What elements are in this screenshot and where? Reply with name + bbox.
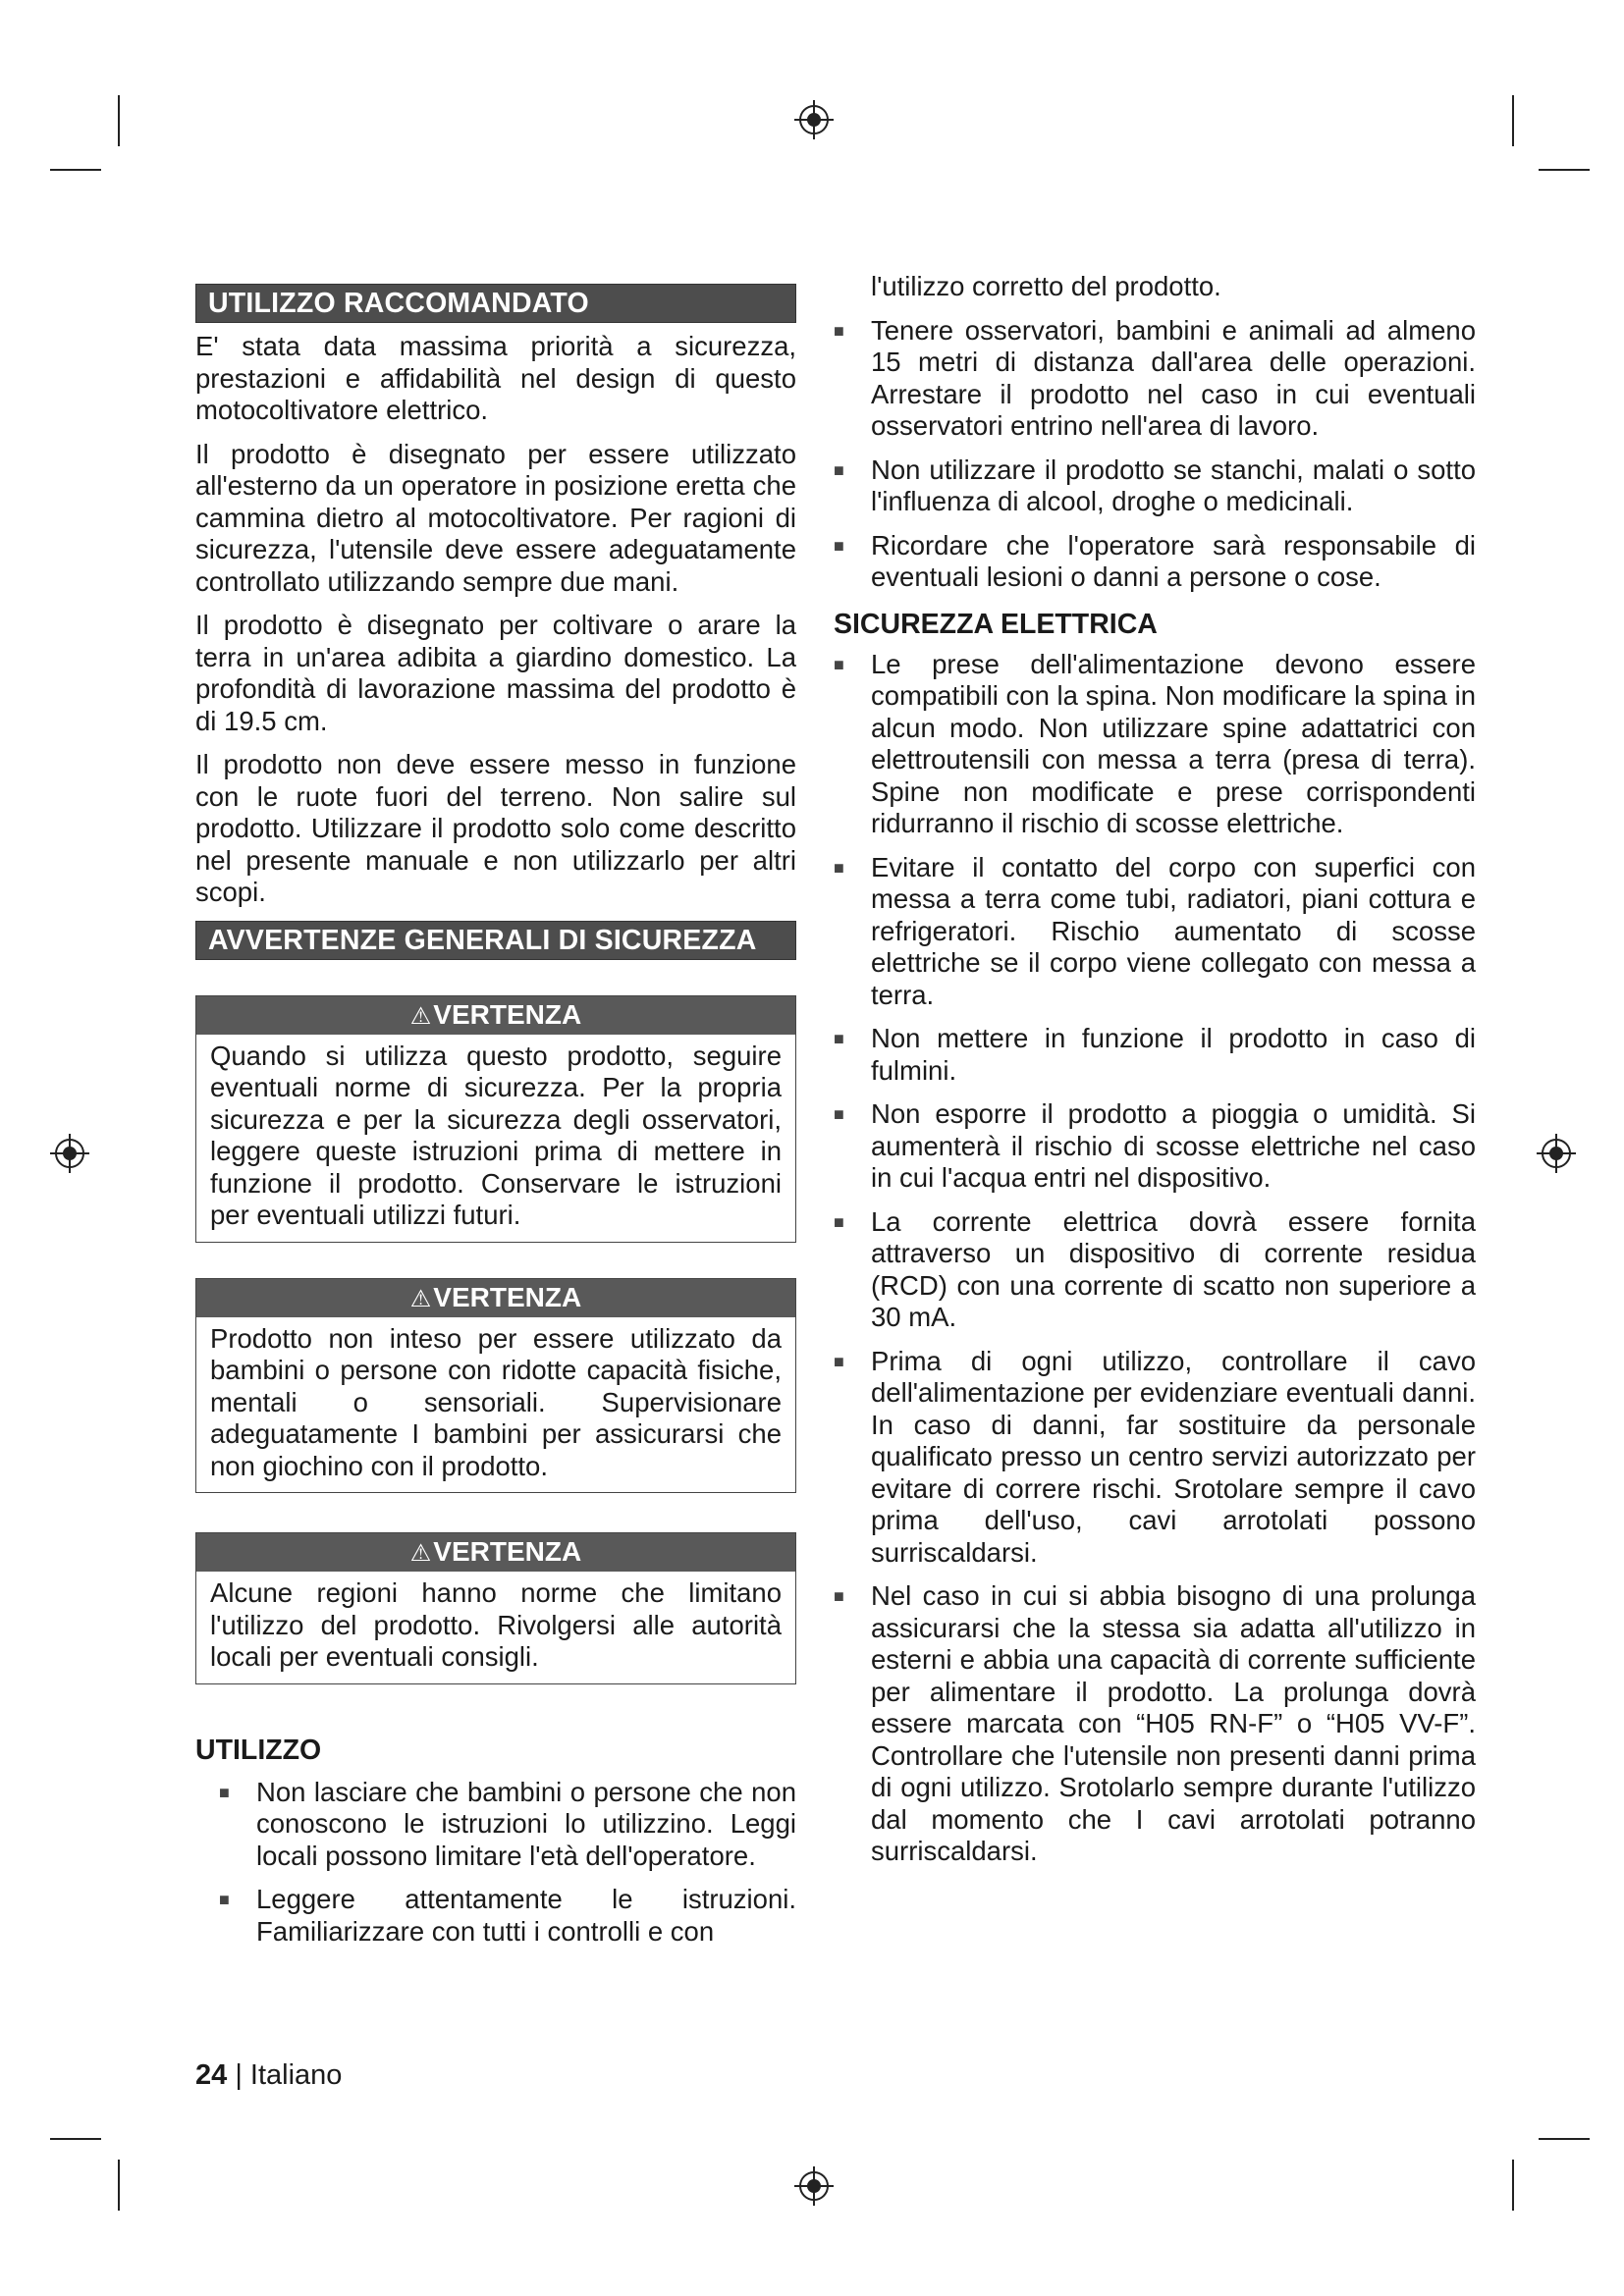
list-item-text: La corrente elettrica dovrà essere fornita attraverso un dispositivo di corrente residua (RCD) con una corrente di scatto non superiore a 30 mA. [871, 1205, 1476, 1332]
square-bullet-icon: ■ [834, 320, 844, 341]
bullet-list [219, 1777, 796, 1949]
warning-body: Quando si utilizza questo prodotto, seguire eventuali norme di sicurezza. Per la propria sicurezza e per la sicurezza degli osservatori, leggere queste istruzioni prima di mettere in funzione il prodotto. Conservare le istruzioni per eventuali utilizzi futuri. [210, 1040, 782, 1230]
warning-box [195, 1532, 796, 1684]
registration-mark-icon [50, 1134, 89, 1173]
list-item [834, 454, 1476, 518]
square-bullet-icon: ■ [834, 1351, 844, 1371]
list-item [834, 530, 1476, 594]
paragraph: E' stata data massima priorità a sicurezza, prestazioni e affidabilità nel design di questo motocoltivatore elettrico. [195, 331, 796, 425]
crop-mark [50, 2138, 101, 2140]
list-item-text: Non utilizzare il prodotto se stanchi, malati o sotto l'influenza di alcool, droghe o medicinali. [871, 454, 1476, 516]
list-item [834, 852, 1476, 1012]
registration-mark-icon [794, 100, 834, 139]
right-column [834, 271, 1476, 1880]
square-bullet-icon: ■ [834, 654, 844, 674]
square-bullet-icon: ■ [834, 1211, 844, 1232]
warning-header [196, 1279, 795, 1317]
footer-separator: | [227, 2059, 250, 2091]
crop-mark [118, 2160, 120, 2211]
list-item [834, 1023, 1476, 1087]
warning-body: Alcune regioni hanno norme che limitano l'utilizzo del prodotto. Rivolgersi alle autorità locali per eventuali consigli. [210, 1577, 782, 1672]
paragraph: Il prodotto è disegnato per coltivare o arare la terra in un'area adibita a giardino domestico. La profondità di lavorazione massima del prodotto è di 19.5 cm. [195, 610, 796, 736]
square-bullet-icon: ■ [834, 459, 844, 480]
warning-box [195, 995, 796, 1243]
list-item [834, 1098, 1476, 1195]
paragraph: Il prodotto è disegnato per essere utilizzato all'esterno da un operatore in posizione eretta che cammina dietro al motocoltivatore. Per ragioni di sicurezza, l'utensile deve essere adeguatamente controllato utilizzando sempre due mani. [195, 438, 796, 597]
list-item [834, 315, 1476, 443]
list-item [834, 1346, 1476, 1570]
square-bullet-icon: ■ [834, 1104, 844, 1124]
square-bullet-icon: ■ [219, 1782, 230, 1802]
list-item-text: Ricordare che l'operatore sarà responsabile di eventuali lesioni o danni a persone o cose. [871, 529, 1476, 592]
list-item-text: Nel caso in cui si abbia bisogno di una prolunga assicurarsi che la stessa sia adatta all'utilizzo in esterni e abbia una capacità di corrente sufficiente per alimentare il prodotto. La prolunga dovrà essere marcata con “H05 RN-F” o “H05 VV-F”. Controllare che l'utensile non presenti danni prima di ogni utilizzo. Srotolarlo sempre durante l'utilizzo dal momento che I cavi arrotolati potranno surriscaldarsi. [871, 1580, 1476, 1866]
warning-triangle-icon: ⚠ [409, 1540, 432, 1567]
list-item-text: Non esporre il prodotto a pioggia o umidità. Si aumenterà il rischio di scosse elettriche nel caso in cui l'acqua entri nel dispositivo. [871, 1098, 1476, 1193]
crop-mark [1539, 169, 1590, 171]
warning-title: VERTENZA [433, 1536, 582, 1567]
page-footer [195, 2059, 342, 2092]
page-number: 24 [195, 2059, 228, 2091]
registration-mark-icon [1537, 1134, 1576, 1173]
warning-triangle-icon: ⚠ [409, 1285, 432, 1312]
square-bullet-icon: ■ [834, 1586, 844, 1606]
list-item-text: Le prese dell'alimentazione devono essere compatibili con la spina. Non modificare la spina in alcun modo. Non utilizzare spine adattatrici con elettroutensili con messa a terra (presa di terra). Spine non modificate e prese corrispondenti ridurranno il rischio di scosse elettriche. [871, 648, 1477, 838]
warning-title: VERTENZA [433, 1281, 582, 1312]
crop-mark [50, 169, 101, 171]
section-title: UTILIZZO [195, 1734, 322, 1766]
square-bullet-icon: ■ [834, 535, 844, 556]
square-bullet-icon: ■ [219, 1890, 230, 1909]
crop-mark [1539, 2138, 1590, 2140]
list-item [834, 1206, 1476, 1334]
section-title: AVVERTENZE GENERALI DI SICUREZZA [195, 921, 796, 960]
list-item-text: Non lasciare che bambini o persone che non conoscono le istruzioni lo utilizzino. Leggi locali possono limitare l'età dell'operatore. [256, 1776, 796, 1871]
footer-language: Italiano [249, 2059, 343, 2091]
warning-triangle-icon: ⚠ [409, 1002, 432, 1030]
list-item-text: Evitare il contatto del corpo con superfici con messa a terra come tubi, radiatori, piani cottura e refrigeratori. Rischio aumentato di scosse elettriche se il corpo viene collegato con messa a terra. [871, 851, 1476, 1010]
warning-header [196, 996, 795, 1035]
crop-mark [118, 95, 120, 146]
list-item-text: Leggere attentamente le istruzioni. Familiarizzare con tutti i controlli e con [256, 1884, 796, 1947]
warning-title: VERTENZA [433, 998, 582, 1030]
list-item [834, 1580, 1476, 1868]
list-item-text: Tenere osservatori, bambini e animali ad almeno 15 metri di distanza dall'area delle operazioni. Arrestare il prodotto nel caso in cui eventuali osservatori entrino nell'area di lavoro. [871, 314, 1476, 441]
list-item [219, 1884, 796, 1948]
warning-header [196, 1533, 795, 1572]
warning-box [195, 1278, 796, 1494]
bullet-list [834, 315, 1476, 594]
left-column [195, 284, 796, 1959]
square-bullet-icon: ■ [834, 857, 844, 878]
square-bullet-icon: ■ [834, 1029, 844, 1048]
list-item-text: Non mettere in funzione il prodotto in caso di fulmini. [871, 1023, 1476, 1086]
crop-mark [1512, 95, 1514, 146]
bullet-list [834, 649, 1476, 1868]
paragraph: Il prodotto non deve essere messo in funzione con le ruote fuori del terreno. Non salire sul prodotto. Utilizzare il prodotto solo come descritto nel presente manuale e non utilizzarlo per altri scopi. [195, 749, 796, 907]
list-item [219, 1777, 796, 1873]
list-item-text: Prima di ogni utilizzo, controllare il cavo dell'alimentazione per evidenziare eventuali danni. In caso di danni, far sostituire da personale qualificato presso un centro servizi autorizzato per evitare di correre rischi. Srotolare sempre il cavo prima dell'uso, cavi arrotolati possono surriscaldarsi. [871, 1345, 1476, 1568]
paragraph: l'utilizzo corretto del prodotto. [871, 271, 1221, 301]
section-title: UTILIZZO RACCOMANDATO [195, 284, 796, 323]
warning-body: Prodotto non inteso per essere utilizzato da bambini o persone con ridotte capacità fisiche, mentali o sensoriali. Supervisionare adeguatamente I bambini per assicurarsi che non giochino con il prodotto. [210, 1322, 782, 1481]
crop-mark [1512, 2160, 1514, 2211]
section-title: SICUREZZA ELETTRICA [834, 608, 1158, 640]
registration-mark-icon [794, 2166, 834, 2206]
list-item [834, 649, 1476, 840]
